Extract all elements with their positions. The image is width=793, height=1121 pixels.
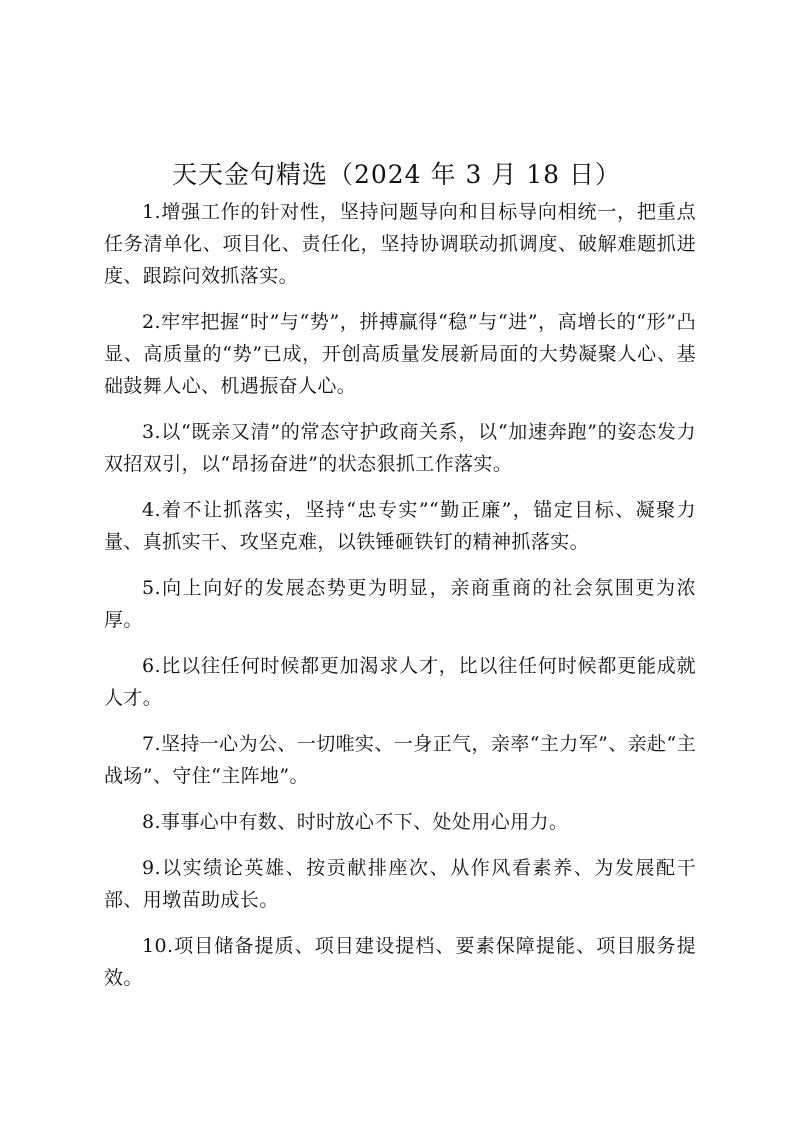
- paragraph-2: 2.牢牢把握“时”与“势”，拼搏赢得“稳”与“进”，高增长的“形”凸显、高质量的“势”已成，开创高质量发展新局面的大势凝聚人心、基础鼓舞人心、机遇振奋人心。: [104, 311, 696, 397]
- paragraph-9: 9.以实绩论英雄、按贡献排座次、从作风看素养、为发展配干部、用墩苗助成长。: [104, 857, 696, 911]
- paragraph-7: 7.坚持一心为公、一切唯实、一身正气，亲率“主力军”、亲赴“主战场”、守住“主阵地”。: [104, 733, 696, 787]
- paragraph-10: 10.项目储备提质、项目建设提档、要素保障提能、项目服务提效。: [104, 935, 696, 989]
- page-title: 天天金句精选（2024 年 3 月 18 日）: [171, 159, 622, 189]
- paragraph-8: 8.事事心中有数、时时放心不下、处处用心用力。: [142, 811, 569, 833]
- paragraph-3: 3.以“既亲又清”的常态守护政商关系，以“加速奔跑”的姿态发力双招双引，以“昂扬奋进”的状态狠抓工作落实。: [104, 421, 696, 475]
- document-body: [104, 196, 696, 1008]
- paragraph-1: 1.增强工作的针对性，坚持问题导向和目标导向相统一，把重点任务清单化、项目化、责任化，坚持协调联动抓调度、破解难题抓进度、跟踪问效抓落实。: [104, 201, 696, 287]
- paragraph-6: 6.比以往任何时候都更加渴求人才，比以往任何时候都更能成就人才。: [104, 655, 696, 709]
- paragraph-4: 4.着不让抓落实，坚持“忠专实”“勤正廉”，锚定目标、凝聚力量、真抓实干、攻坚克难，以铁锤砸铁钉的精神抓落实。: [104, 499, 696, 553]
- paragraph-5: 5.向上向好的发展态势更为明显，亲商重商的社会氛围更为浓厚。: [104, 577, 696, 631]
